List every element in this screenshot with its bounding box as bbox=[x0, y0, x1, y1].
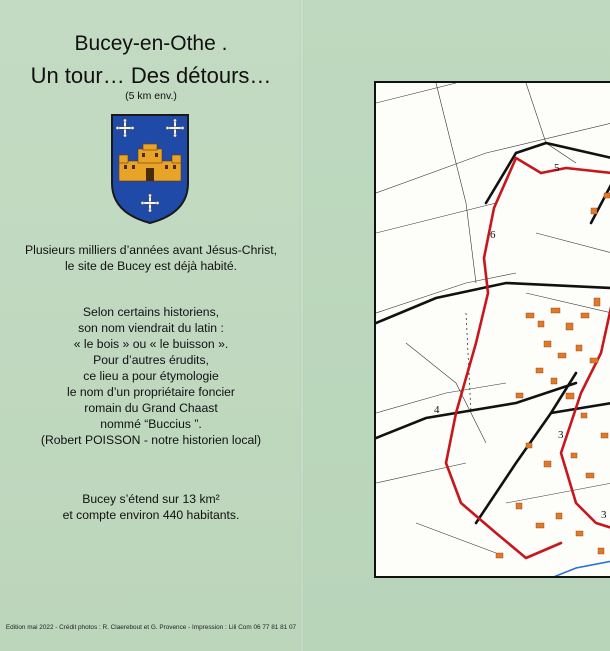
map-label: 4 bbox=[434, 404, 440, 416]
facts-paragraph bbox=[0, 491, 302, 523]
intro-line: le site de Bucey est déjà habité. bbox=[64, 259, 238, 273]
map-drawing bbox=[376, 83, 610, 578]
history-line: son nom viendrait du latin : bbox=[78, 321, 224, 335]
history-line: (Robert POISSON - notre historien local) bbox=[40, 433, 262, 447]
page-subtitle: Un tour… Des détours… bbox=[30, 63, 272, 88]
history-line: Selon certains historiens, bbox=[82, 305, 220, 319]
history-line: nommé “Buccius ”. bbox=[100, 417, 202, 431]
credits-footer: Edition mai 2022 - Crédit photos : R. Claerebout et G. Provence - Impression : Lili Com 06 77 81 81 07 bbox=[5, 624, 297, 631]
coat-of-arms-icon bbox=[110, 113, 190, 225]
history-line: ce lieu a pour étymologie bbox=[83, 369, 219, 383]
history-line: Pour d’autres érudits, bbox=[93, 353, 209, 367]
history-line: le nom d’un propriétaire foncier bbox=[66, 385, 235, 399]
map-label: 6 bbox=[490, 229, 496, 241]
intro-paragraph bbox=[0, 242, 302, 274]
intro-line: Plusieurs milliers d’années avant Jésus-Christ, bbox=[25, 243, 277, 257]
history-line: « le bois » ou « le buisson ». bbox=[73, 337, 229, 351]
history-line: romain du Grand Chaast bbox=[84, 401, 218, 415]
distance-note: (5 km env.) bbox=[125, 90, 177, 102]
page-title: Bucey-en-Othe . bbox=[74, 32, 228, 55]
facts-line: Bucey s’étend sur 13 km² bbox=[82, 492, 220, 506]
facts-line: et compte environ 440 habitants. bbox=[62, 508, 240, 522]
map-label: 5 bbox=[554, 162, 560, 174]
village-map bbox=[374, 81, 610, 578]
map-label: 3 bbox=[558, 429, 564, 441]
map-label: 3 bbox=[601, 509, 607, 521]
history-paragraph bbox=[0, 304, 302, 448]
